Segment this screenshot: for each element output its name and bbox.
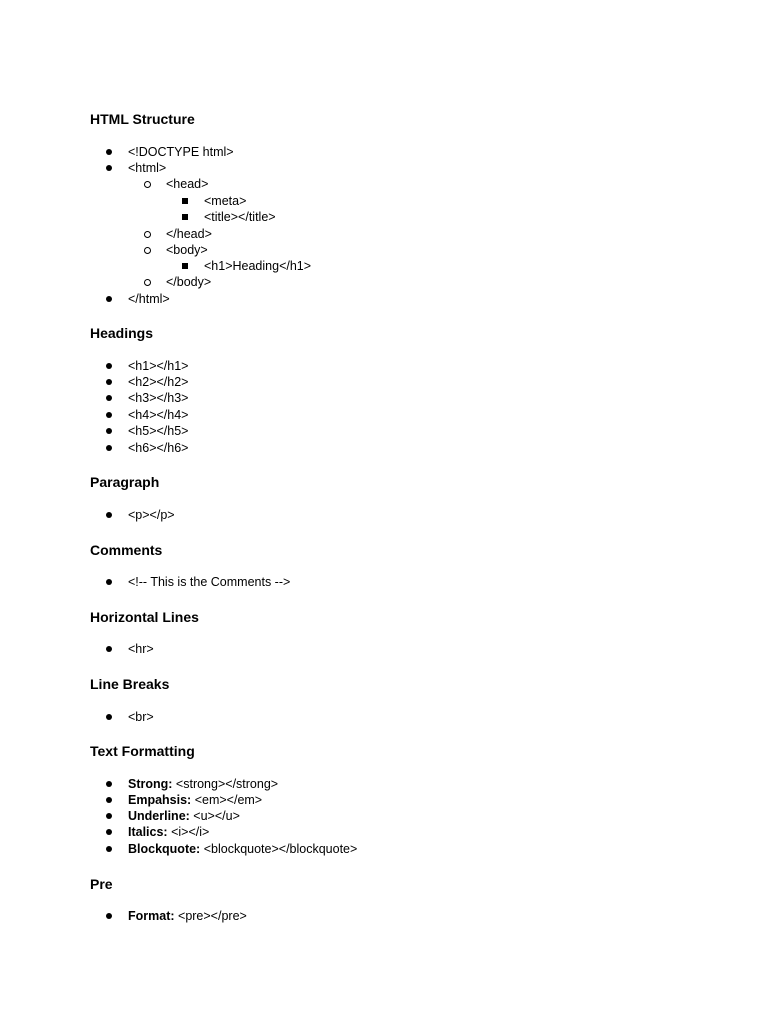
item-label: Empahsis: xyxy=(128,793,192,807)
item-value: <i></i> xyxy=(171,825,210,839)
list-item: <hr> xyxy=(0,641,768,657)
item-label: Italics: xyxy=(128,825,168,839)
list-item: <h2></h2> xyxy=(0,374,768,390)
list-item xyxy=(0,841,768,857)
disc-bullet-icon xyxy=(106,358,114,374)
disc-bullet-icon xyxy=(106,407,114,423)
disc-bullet-icon xyxy=(106,641,114,657)
disc-bullet-icon xyxy=(106,507,114,523)
list-item: <!DOCTYPE html> xyxy=(0,144,768,160)
section-title-horizontal-lines: Horizontal Lines xyxy=(90,609,199,625)
circle-bullet-icon xyxy=(144,274,152,290)
list-item: <title></title> xyxy=(0,209,768,225)
list-item xyxy=(0,824,768,840)
disc-bullet-icon xyxy=(106,440,114,456)
disc-bullet-icon xyxy=(106,390,114,406)
list-item: </body> xyxy=(0,274,768,290)
list-item: <h1></h1> xyxy=(0,358,768,374)
disc-bullet-icon xyxy=(106,808,114,824)
circle-bullet-icon xyxy=(144,242,152,258)
item-value: <blockquote></blockquote> xyxy=(203,842,358,856)
disc-bullet-icon xyxy=(106,908,114,924)
section-title-comments: Comments xyxy=(90,542,163,558)
disc-bullet-icon xyxy=(106,574,114,590)
disc-bullet-icon xyxy=(106,160,114,176)
list-item: </html> xyxy=(0,291,768,307)
item-value: <em></em> xyxy=(194,793,263,807)
list-item: <meta> xyxy=(0,193,768,209)
section-title-pre: Pre xyxy=(90,876,113,892)
list-item xyxy=(0,792,768,808)
section-title-text-formatting: Text Formatting xyxy=(90,743,195,759)
item-label: Blockquote: xyxy=(128,842,201,856)
section-title-line-breaks: Line Breaks xyxy=(90,676,170,692)
disc-bullet-icon xyxy=(106,423,114,439)
item-value: <strong></strong> xyxy=(175,777,279,791)
item-label: Underline: xyxy=(128,809,190,823)
disc-bullet-icon xyxy=(106,144,114,160)
item-value: <u></u> xyxy=(193,809,240,823)
disc-bullet-icon xyxy=(106,792,114,808)
list-item: </head> xyxy=(0,226,768,242)
circle-bullet-icon xyxy=(144,226,152,242)
list-item xyxy=(0,776,768,792)
list-item: <head> xyxy=(0,176,768,192)
disc-bullet-icon xyxy=(106,374,114,390)
disc-bullet-icon xyxy=(106,709,114,725)
square-bullet-icon xyxy=(182,209,190,225)
square-bullet-icon xyxy=(182,193,190,209)
section-title-paragraph: Paragraph xyxy=(90,474,160,490)
list-item: <h6></h6> xyxy=(0,440,768,456)
list-item: <h4></h4> xyxy=(0,407,768,423)
section-title-html-structure: HTML Structure xyxy=(90,111,195,127)
square-bullet-icon xyxy=(182,258,190,274)
disc-bullet-icon xyxy=(106,841,114,857)
circle-bullet-icon xyxy=(144,176,152,192)
list-item: <h1>Heading</h1> xyxy=(0,258,768,274)
list-item: <html> xyxy=(0,160,768,176)
item-value: <pre></pre> xyxy=(178,909,247,923)
list-item: <h3></h3> xyxy=(0,390,768,406)
list-item: <body> xyxy=(0,242,768,258)
disc-bullet-icon xyxy=(106,291,114,307)
list-item: <br> xyxy=(0,709,768,725)
disc-bullet-icon xyxy=(106,776,114,792)
list-item: <!-- This is the Comments --> xyxy=(0,574,768,590)
list-item: <p></p> xyxy=(0,507,768,523)
item-label: Strong: xyxy=(128,777,173,791)
list-item xyxy=(0,808,768,824)
list-item xyxy=(0,908,768,924)
section-title-headings: Headings xyxy=(90,325,154,341)
disc-bullet-icon xyxy=(106,824,114,840)
list-item: <h5></h5> xyxy=(0,423,768,439)
item-label: Format: xyxy=(128,909,175,923)
